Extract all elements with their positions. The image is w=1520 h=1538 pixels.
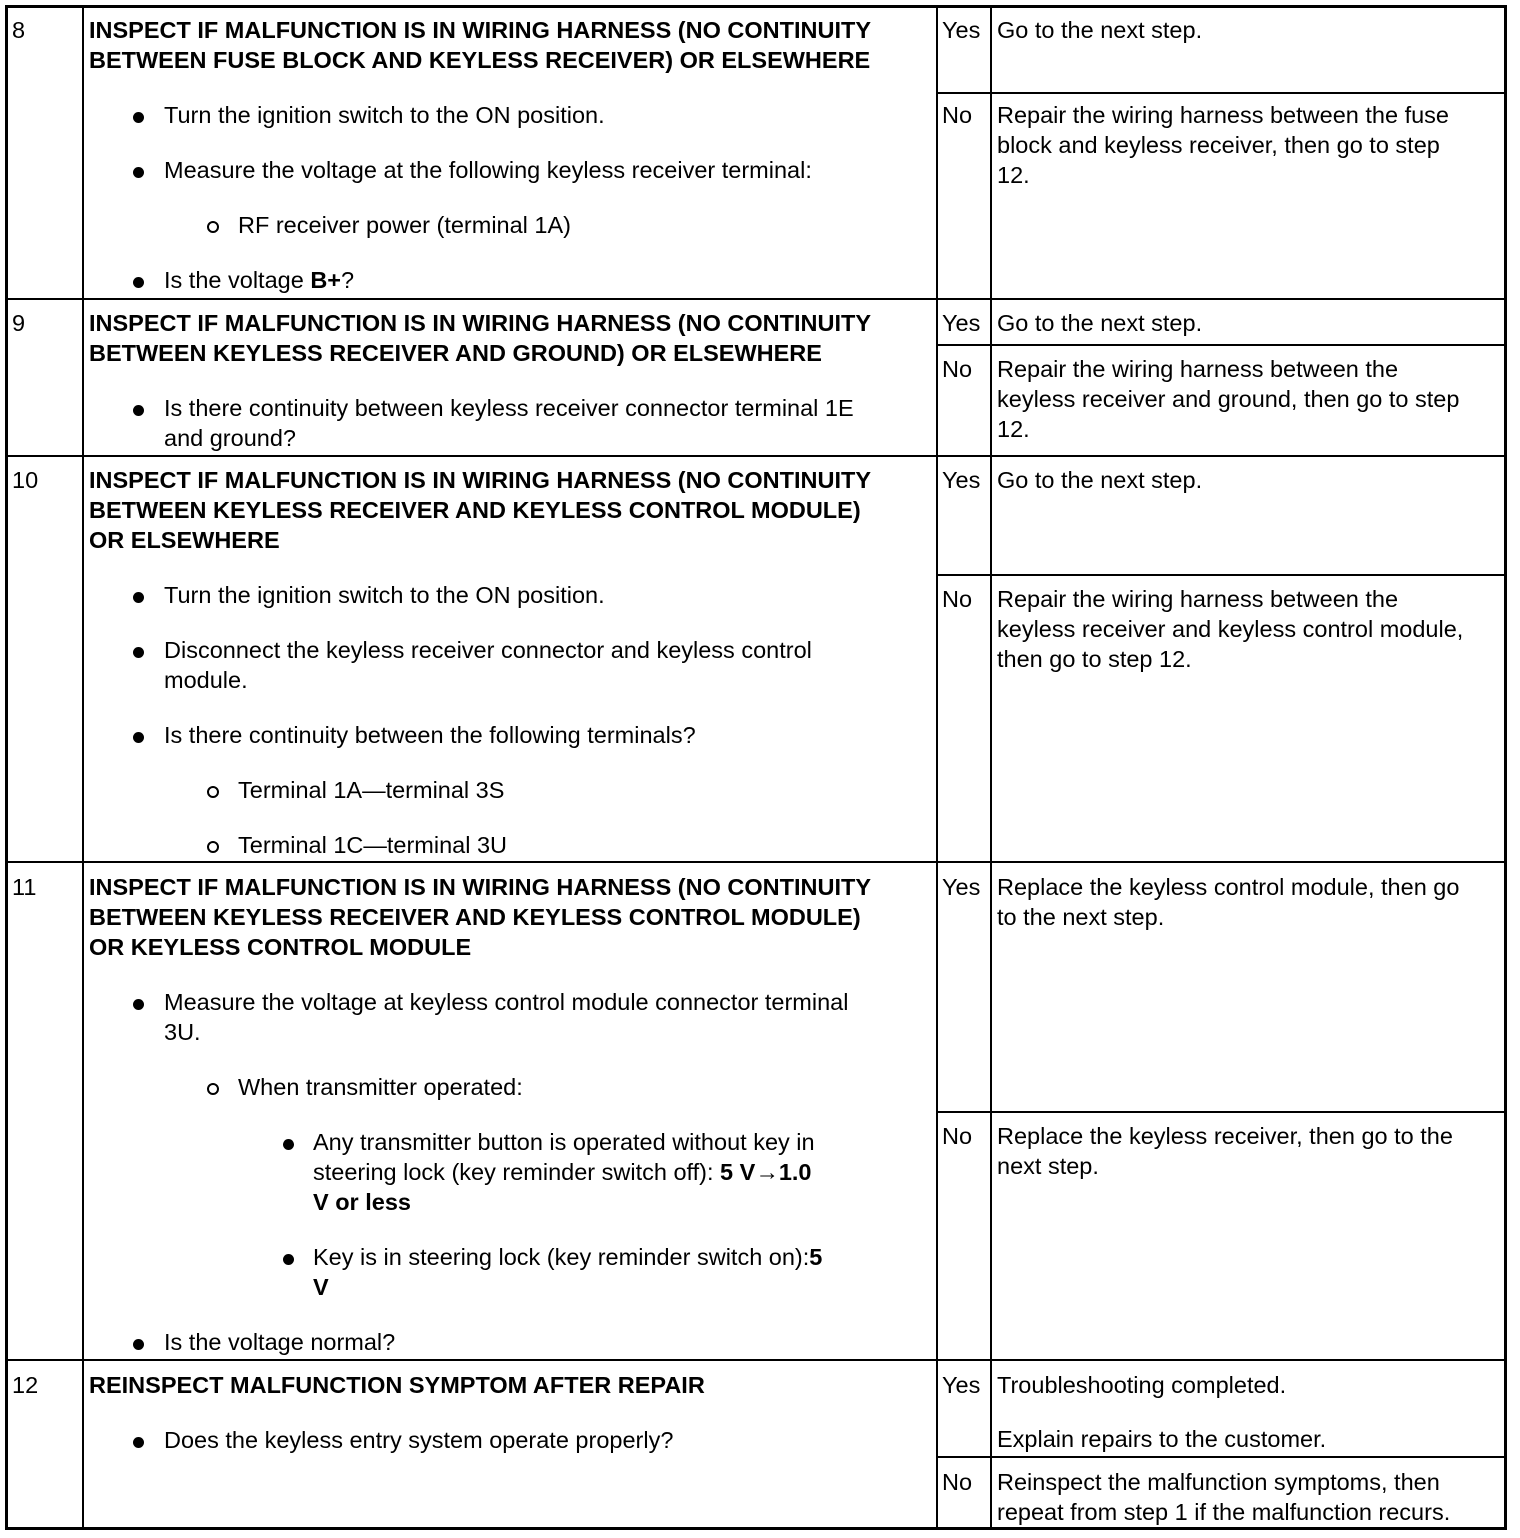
bullet-icon	[133, 277, 144, 288]
troubleshooting-table	[5, 5, 1507, 1530]
no-action-line: keyless receiver and keyless control module,	[997, 616, 1464, 642]
step-title-line: OR ELSEWHERE	[89, 527, 280, 553]
yes-action-line: to the next step.	[997, 904, 1165, 930]
sub-instruction: RF receiver power (terminal 1A)	[238, 212, 572, 238]
spec-value: 5 V→1.0	[720, 1159, 812, 1185]
condition-text: steering lock (key reminder switch off):	[313, 1159, 721, 1185]
step-title-line: INSPECT IF MALFUNCTION IS IN WIRING HARNESS (NO CONTINUITY	[89, 17, 872, 43]
voltage-value: B+	[310, 267, 342, 293]
condition-line	[313, 1242, 822, 1272]
no-action-line: block and keyless receiver, then go to step	[997, 132, 1440, 158]
yes-label: Yes	[942, 17, 981, 43]
condition-line: Any transmitter button is operated without key in	[313, 1129, 815, 1155]
yes-action-line: Troubleshooting completed.	[997, 1372, 1287, 1398]
no-label: No	[942, 1123, 973, 1149]
yes-label: Yes	[942, 1372, 981, 1398]
no-label: No	[942, 586, 973, 612]
condition-text: Key is in steering lock (key reminder switch on):	[313, 1244, 810, 1270]
bullet-icon	[133, 1339, 144, 1350]
step-title-line: INSPECT IF MALFUNCTION IS IN WIRING HARNESS (NO CONTINUITY	[89, 874, 872, 900]
question: Is the voltage normal?	[164, 1329, 396, 1355]
sub-bullet-icon	[207, 1083, 219, 1095]
bullet-icon	[133, 592, 144, 603]
bullet-icon	[133, 999, 144, 1010]
yes-action: Go to the next step.	[997, 467, 1203, 493]
step-title-line: INSPECT IF MALFUNCTION IS IN WIRING HARNESS (NO CONTINUITY	[89, 310, 872, 336]
instruction: Turn the ignition switch to the ON position.	[164, 582, 605, 608]
sub-instruction: Terminal 1A—terminal 3S	[238, 777, 505, 803]
question-mark: ?	[341, 267, 355, 293]
col-divider-yesno	[990, 8, 992, 1527]
step-title-line: REINSPECT MALFUNCTION SYMPTOM AFTER REPAIR	[89, 1372, 705, 1398]
step-number: 11	[12, 874, 37, 900]
question-line: and ground?	[164, 425, 296, 451]
yes-label: Yes	[942, 467, 981, 493]
step-title-line: INSPECT IF MALFUNCTION IS IN WIRING HARNESS (NO CONTINUITY	[89, 467, 872, 493]
bullet-icon	[283, 1139, 294, 1150]
row-divider	[8, 1359, 1504, 1361]
step-title-line: BETWEEN KEYLESS RECEIVER AND GROUND) OR ELSEWHERE	[89, 340, 822, 366]
bullet-icon	[133, 167, 144, 178]
step-number: 12	[12, 1372, 39, 1398]
step-number: 8	[12, 17, 26, 43]
no-label: No	[942, 102, 973, 128]
question: Is there continuity between the following terminals?	[164, 722, 696, 748]
yes-no-divider	[936, 1111, 1504, 1113]
no-action-line: Repair the wiring harness between the	[997, 356, 1399, 382]
bullet-icon	[133, 112, 144, 123]
sub-instruction: Terminal 1C—terminal 3U	[238, 832, 508, 858]
no-action-line: then go to step 12.	[997, 646, 1192, 672]
no-action-line: 12.	[997, 162, 1030, 188]
sub-bullet-icon	[207, 221, 219, 233]
yes-action: Go to the next step.	[997, 310, 1203, 336]
instruction: Disconnect the keyless receiver connector and keyless control	[164, 637, 812, 663]
bullet-icon	[283, 1254, 294, 1265]
yes-no-divider	[936, 344, 1504, 346]
step-title-line: BETWEEN KEYLESS RECEIVER AND KEYLESS CONTROL MODULE)	[89, 497, 861, 523]
question-text: Is the voltage	[164, 267, 311, 293]
row-divider	[8, 455, 1504, 457]
no-action-line: Repair the wiring harness between the	[997, 586, 1399, 612]
yes-no-divider	[936, 574, 1504, 576]
bullet-icon	[133, 647, 144, 658]
instruction: Turn the ignition switch to the ON position.	[164, 102, 605, 128]
spec-value: V	[313, 1274, 329, 1300]
no-label: No	[942, 1469, 973, 1495]
no-action-line: next step.	[997, 1153, 1099, 1179]
no-action-line: repeat from step 1 if the malfunction recurs.	[997, 1499, 1451, 1525]
sub-instruction: When transmitter operated:	[238, 1074, 523, 1100]
instruction: module.	[164, 667, 248, 693]
yes-no-divider	[936, 92, 1504, 94]
bullet-icon	[133, 405, 144, 416]
yes-label: Yes	[942, 310, 981, 336]
spec-value: V or less	[313, 1189, 411, 1215]
sub-bullet-icon	[207, 841, 219, 853]
yes-no-divider	[936, 1456, 1504, 1458]
yes-action-line: Explain repairs to the customer.	[997, 1426, 1327, 1452]
bullet-icon	[133, 732, 144, 743]
no-action-line: Reinspect the malfunction symptoms, then	[997, 1469, 1440, 1495]
sub-bullet-icon	[207, 786, 219, 798]
no-action-line: Repair the wiring harness between the fuse	[997, 102, 1449, 128]
step-title-line: BETWEEN KEYLESS RECEIVER AND KEYLESS CONTROL MODULE)	[89, 904, 861, 930]
instruction: Measure the voltage at keyless control module connector terminal	[164, 989, 849, 1015]
row-divider	[8, 861, 1504, 863]
spec-value: 5	[809, 1244, 823, 1270]
no-label: No	[942, 356, 973, 382]
question-line: Is there continuity between keyless receiver connector terminal 1E	[164, 395, 854, 421]
no-action-line: keyless receiver and ground, then go to step	[997, 386, 1460, 412]
no-action-line: Replace the keyless receiver, then go to the	[997, 1123, 1453, 1149]
col-divider-inspection	[936, 8, 938, 1527]
condition-line	[313, 1157, 812, 1187]
yes-label: Yes	[942, 874, 981, 900]
row-divider	[8, 298, 1504, 300]
bullet-icon	[133, 1437, 144, 1448]
yes-action: Go to the next step.	[997, 17, 1203, 43]
question: Does the keyless entry system operate properly?	[164, 1427, 674, 1453]
col-divider-step	[82, 8, 84, 1527]
step-number: 9	[12, 310, 26, 336]
question	[164, 265, 354, 295]
instruction: Measure the voltage at the following keyless receiver terminal:	[164, 157, 812, 183]
step-title-line: OR KEYLESS CONTROL MODULE	[89, 934, 472, 960]
step-number: 10	[12, 467, 39, 493]
no-action-line: 12.	[997, 416, 1030, 442]
yes-action-line: Replace the keyless control module, then go	[997, 874, 1460, 900]
instruction: 3U.	[164, 1019, 201, 1045]
step-title-line: BETWEEN FUSE BLOCK AND KEYLESS RECEIVER) OR ELSEWHERE	[89, 47, 871, 73]
